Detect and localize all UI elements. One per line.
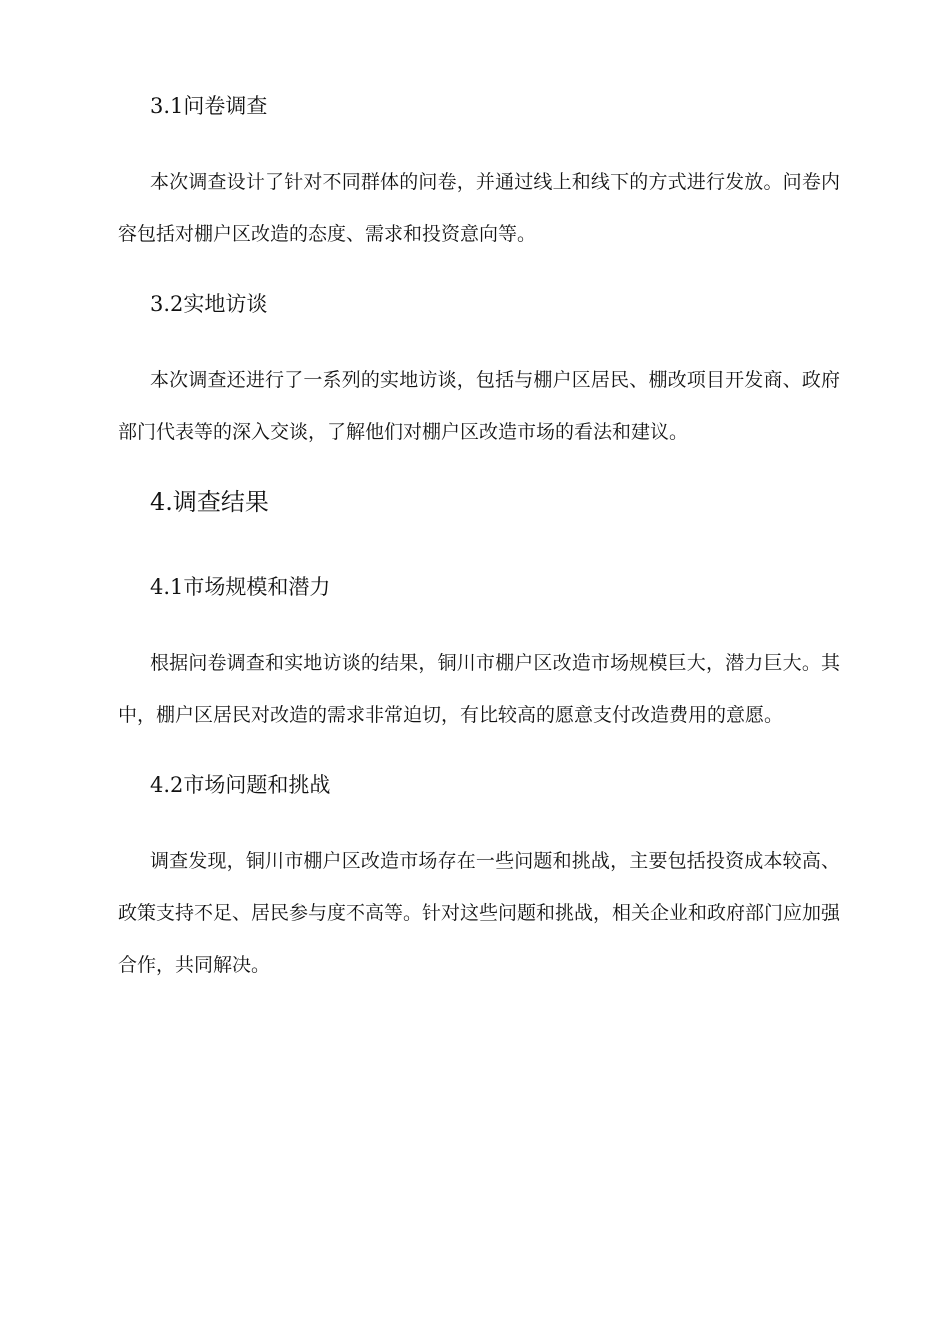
section-heading-3-1: 3.1问卷调查 [150, 94, 268, 118]
section-heading-3-2: 3.2实地访谈 [150, 292, 268, 316]
section-body-3-2: 本次调查还进行了一系列的实地访谈，包括与棚户区居民、棚改项目开发商、政府部门代表等的深入交谈，了解他们对棚户区改造市场的看法和建议。 [118, 369, 840, 443]
section-heading-4-2: 4.2市场问题和挑战 [150, 773, 331, 797]
section-heading-4-1: 4.1市场规模和潜力 [150, 575, 331, 599]
section-body-3-1: 本次调查设计了针对不同群体的问卷，并通过线上和线下的方式进行发放。问卷内容包括对棚户区改造的态度、需求和投资意向等。 [118, 171, 840, 245]
section-body-4-2: 调查发现，铜川市棚户区改造市场存在一些问题和挑战，主要包括投资成本较高、政策支持不足、居民参与度不高等。针对这些问题和挑战，相关企业和政府部门应加强合作，共同解决。 [118, 850, 841, 976]
chapter-heading-4: 4.调查结果 [150, 488, 269, 516]
section-body-4-1: 根据问卷调查和实地访谈的结果，铜川市棚户区改造市场规模巨大，潜力巨大。其中，棚户区居民对改造的需求非常迫切，有比较高的愿意支付改造费用的意愿。 [118, 652, 840, 726]
